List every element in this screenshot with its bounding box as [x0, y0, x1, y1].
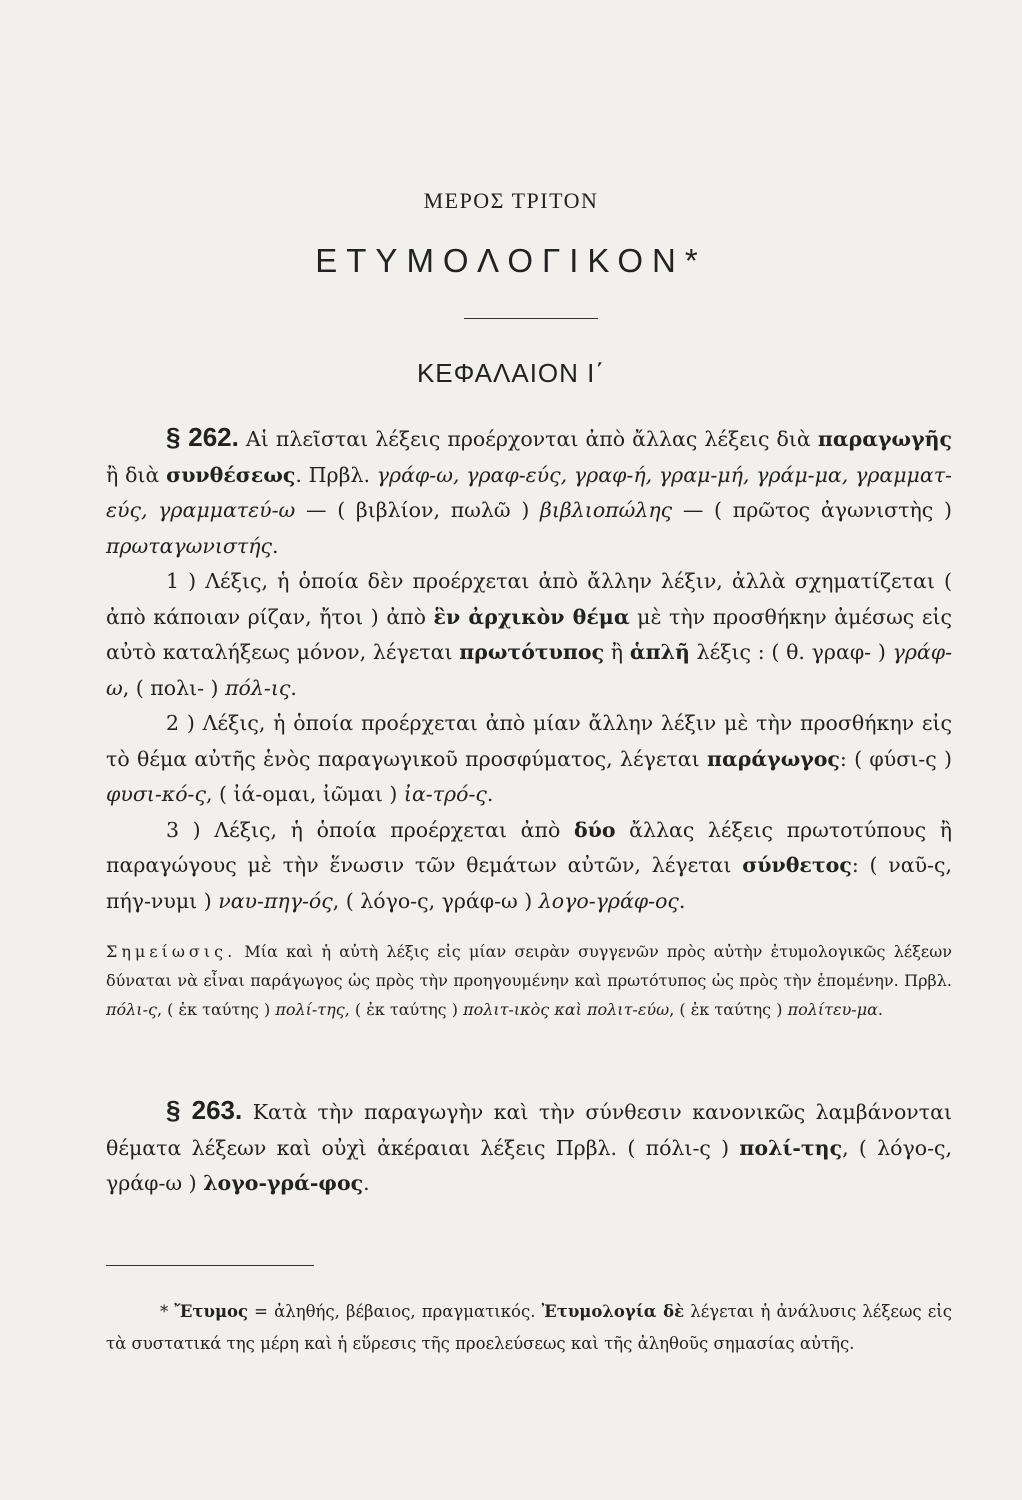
page-title: ΕΤΥΜΟΛΟΓΙΚΟΝ*	[315, 242, 707, 279]
point-2: 2 ) Λέξις, ἡ ὁποία προέρχεται ἀπὸ μίαν ἄλλην λέξιν μὲ τὴν προσθήκην εἰς τὸ θέμα αὐτῆς ἑνὸς παραγωγικοῦ προσφύματος, λέγεται παράγωγος: ( φύσι-ς ) φυσι-κό-ς, ( ἰά-ομαι, ἰῶμαι ) ἰα-τρό-ς.	[106, 711, 952, 806]
title-divider	[464, 318, 598, 319]
remark-label: Σημείωσις.	[106, 942, 237, 961]
chapter-heading: ΚΕΦΑΛΑΙΟΝ Ι΄	[416, 358, 606, 388]
point-1: 1 ) Λέξις, ἡ ὁποία δὲν προέρχεται ἀπὸ ἄλλην λέξιν, ἀλλὰ σχηματίζεται ( ἀπὸ κάποιαν ρίζαν, ἤτοι ) ἀπὸ ἓν ἀρχικὸν θέμα μὲ τὴν προσθήκην ἀμέσως εἰς αὐτὸ καταλήξεως μόνον, λέγεται πρωτότυπος ἢ ἁπλῆ λέξις : ( θ. γραφ- ) γράφ-ω, ( πολι- ) πόλ-ις.	[106, 569, 952, 700]
section-262-intro: § 262. Αἱ πλεῖσται λέξεις προέρχονται ἀπὸ ἄλλας λέξεις διὰ παραγωγῆς ἢ διὰ συνθέσεως. Πρβλ. γράφ-ω, γραφ-εύς, γραφ-ή, γραμ-μή, γράμ-μα, γραμματ-εύς, γραμματεύ-ω — ( βιβλίον, πωλῶ ) βιβλιοπώλης — ( πρῶτος ἀγωνιστὴς ) πρωταγωνιστής.	[106, 422, 952, 558]
section-number: § 263.	[166, 1095, 243, 1125]
footnote-divider	[106, 1265, 314, 1266]
section-263: § 263. Κατὰ τὴν παραγωγὴν καὶ τὴν σύνθεσιν κανονικῶς λαμβάνονται θέματα λέξεων καὶ οὐχὶ ἀκέραιαι λέξεις Πρβλ. ( πόλι-ς ) πολί-της, ( λόγο-ς, γράφ-ω ) λογο-γρά-φος.	[106, 1095, 952, 1195]
section-number: § 262.	[166, 422, 239, 452]
remark-note: Σημείωσις. Μία καὶ ἡ αὐτὴ λέξις εἰς μίαν σειρὰν συγγενῶν πρὸς αὐτὴν ἐτυμολογικῶς λέξεων δύναται νὰ εἶναι παράγωγος ὡς πρὸς τὴν προηγουμένην καὶ πρωτότυπος ὡς πρὸς τὴν ἑπομένην. Πρβλ. πόλι-ς, ( ἐκ ταύτης ) πολί-της, ( ἐκ ταύτης ) πολιτ-ικὸς καὶ πολιτ-εύω, ( ἐκ ταύτης ) πολίτευ-μα.	[106, 942, 952, 1019]
section-262	[106, 420, 952, 919]
part-heading: ΜΕΡΟΣ ΤΡΙΤΟΝ	[423, 188, 599, 213]
footnote: * Ἔτυμος = ἀληθής, βέβαιος, πραγματικός. Ἐτυμολογία δὲ λέγεται ἡ ἀνάλυσις λέξεως εἰς τὰ συστατικά της μέρη καὶ ἡ εὕρεσις τῆς προελεύσεως καὶ τῆς ἀληθοῦς σημασίας αὐτῆς.	[106, 1302, 953, 1353]
point-3: 3 ) Λέξις, ἡ ὁποία προέρχεται ἀπὸ δύο ἄλλας λέξεις πρωτοτύπους ἢ παραγώγους μὲ τὴν ἕνωσιν τῶν θεμάτων αὐτῶν, λέγεται σύνθετος: ( ναῦ-ς, πήγ-νυμι ) ναυ-πηγ-ός, ( λόγο-ς, γράφ-ω ) λογο-γράφ-ος.	[106, 817, 952, 913]
